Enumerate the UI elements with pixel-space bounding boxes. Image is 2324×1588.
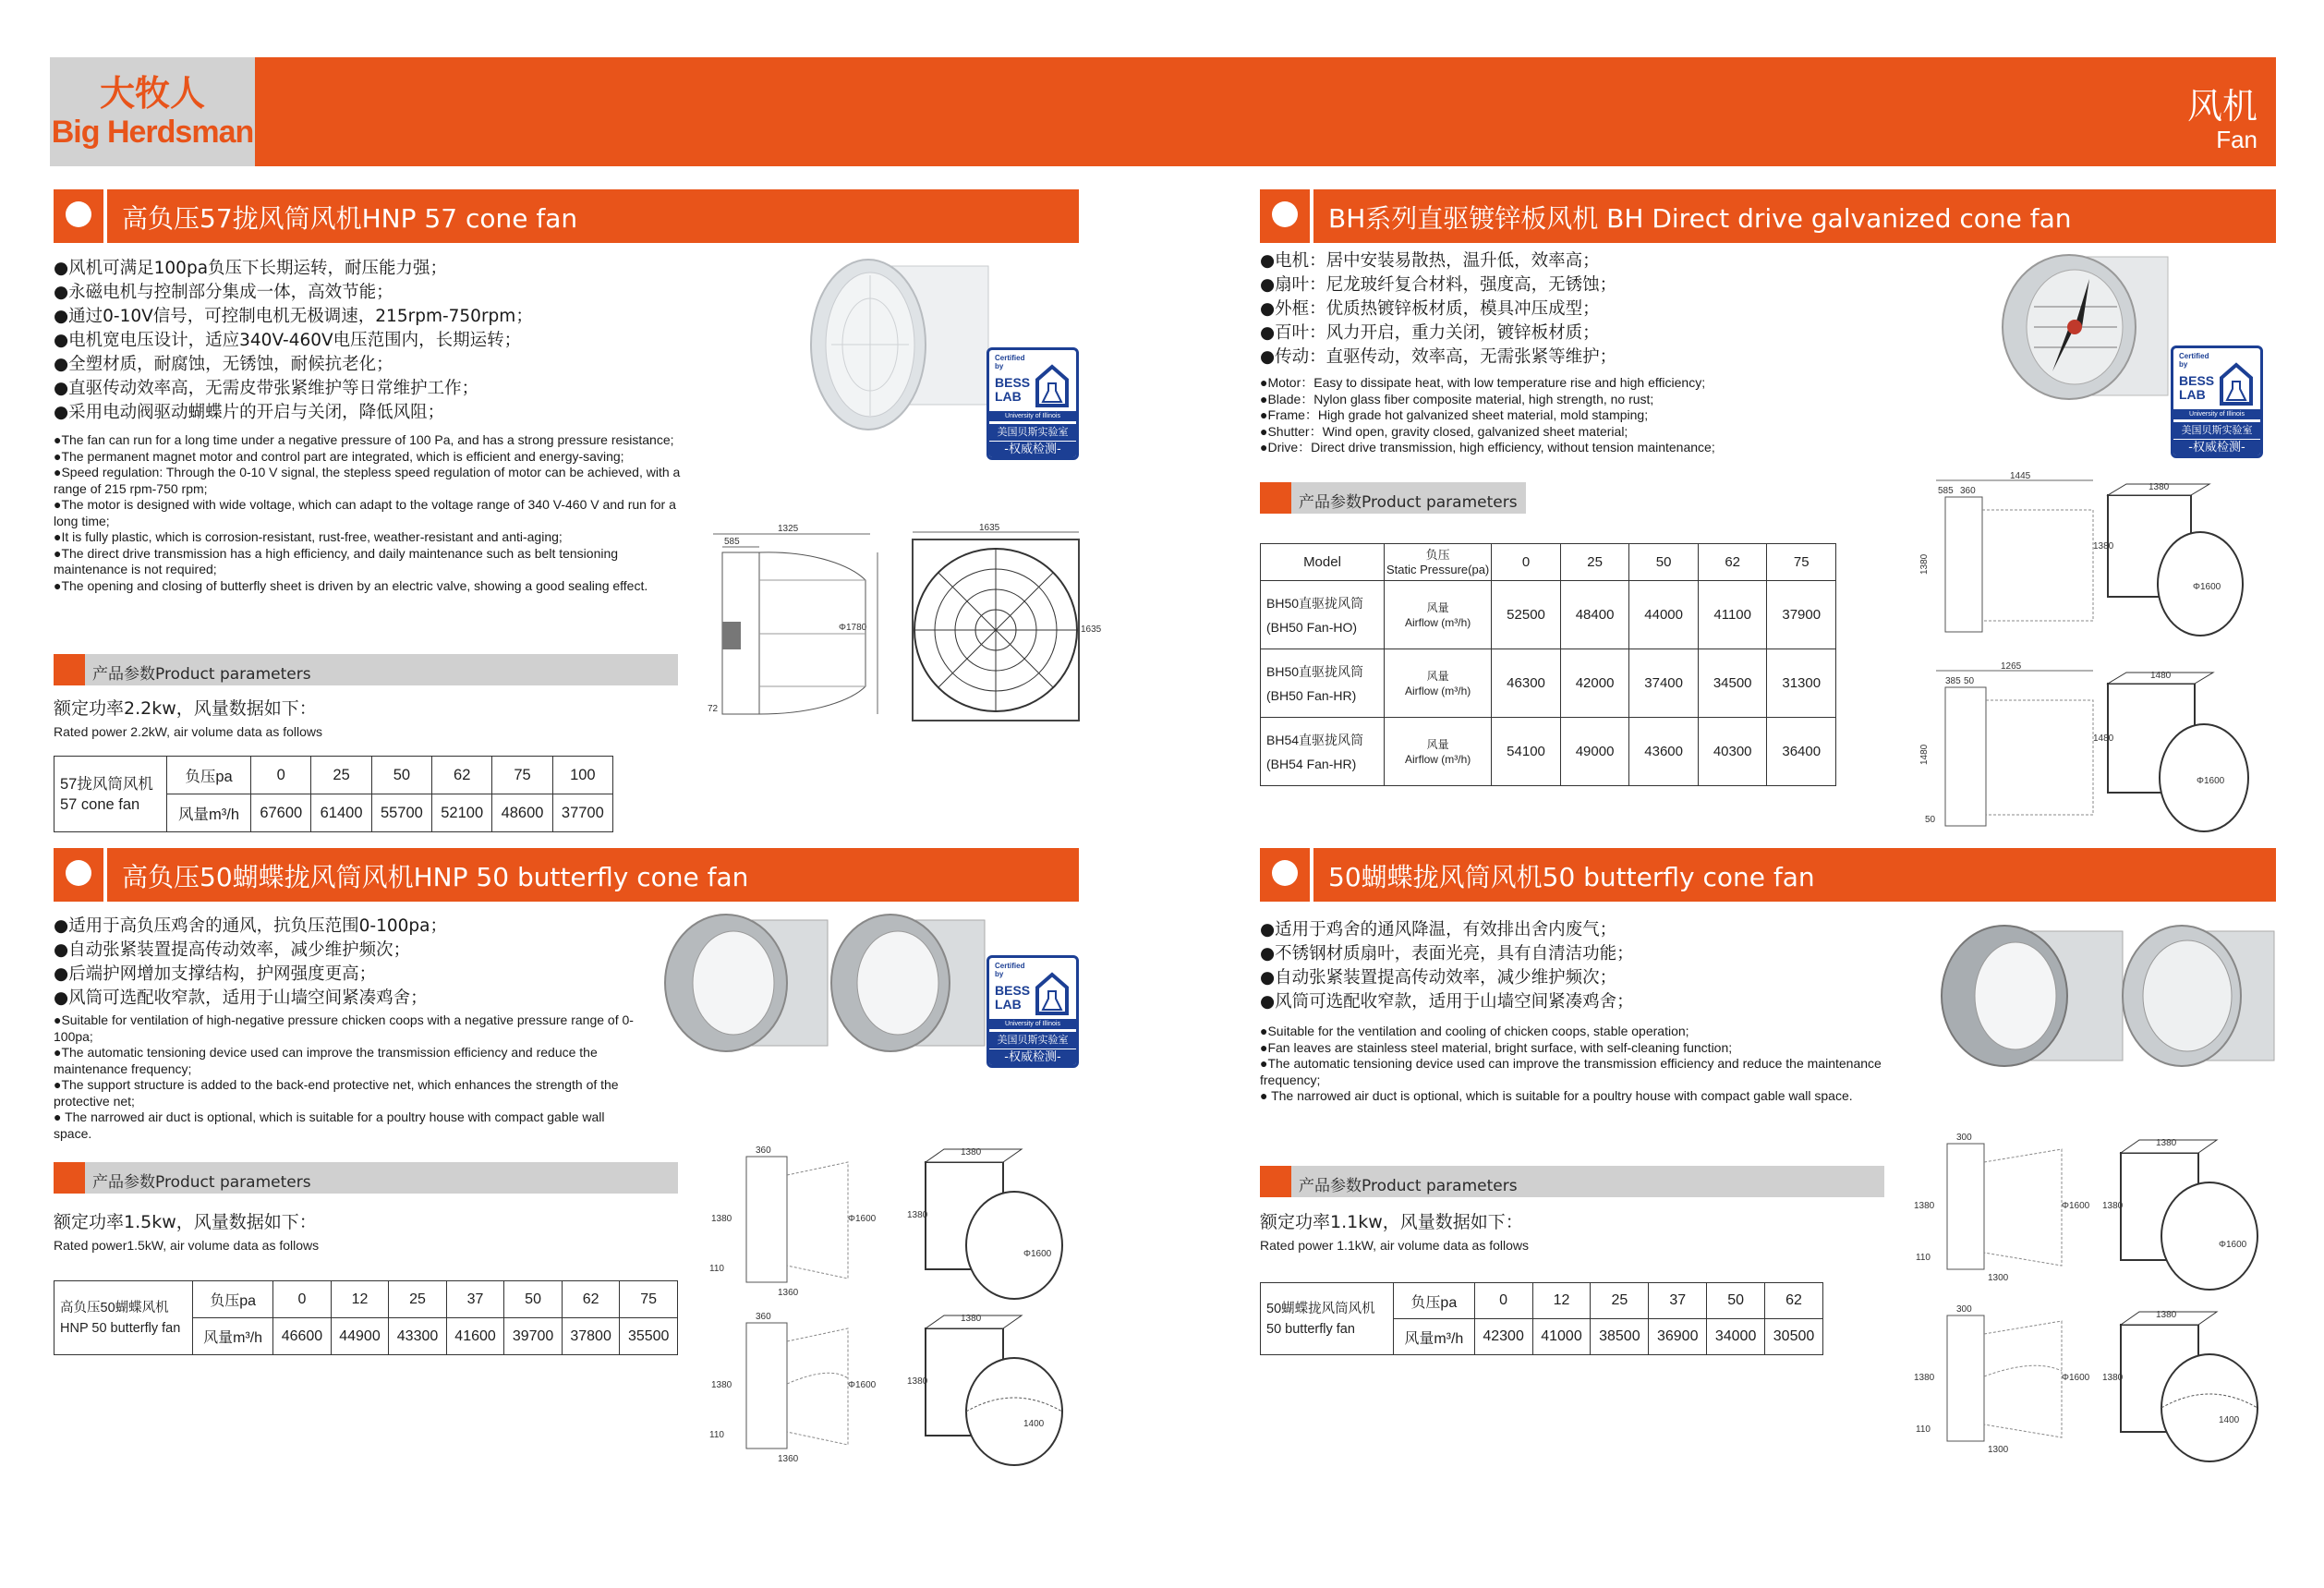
table-cell: 高负压50蝴蝶风机 HNP 50 butterfly fan <box>54 1281 193 1355</box>
svg-text:1380: 1380 <box>1914 1373 1935 1383</box>
table-cell: 42300 <box>1474 1319 1532 1355</box>
table-cell: 37400 <box>1629 649 1699 718</box>
svg-text:1380: 1380 <box>961 1314 982 1324</box>
s4-features-cn <box>1260 918 1634 1014</box>
table-cell: 50 <box>1707 1283 1765 1319</box>
table-cell: 25 <box>1560 544 1629 581</box>
bess-lab-cert-badge: Certified by BESS LAB University of Illinois 美国贝斯实验室 -权威检测- <box>986 347 1079 460</box>
hnp50-iso-drawing-b <box>907 1310 1092 1467</box>
table-cell: 30500 <box>1765 1319 1823 1355</box>
bh-fan-photo <box>1997 251 2173 408</box>
bh54-side-drawing <box>1918 663 2102 830</box>
s3-rated-power-en: Rated power1.5kW, air volume data as follows <box>54 1238 320 1253</box>
list-item: ●适用于高负压鸡舍的通风，抗负压范围0-100pa； <box>54 916 447 936</box>
list-item: ●全塑材质，耐腐蚀，无锈蚀，耐候抗老化； <box>54 355 393 374</box>
table-cell: 39700 <box>504 1318 563 1355</box>
list-item: ●The automatic tensioning device used can improve the transmission efficiency and reduce the maintenance frequency; <box>54 1045 598 1076</box>
list-item: ●Frame：High grade hot galvanized sheet material, mold stamping; <box>1260 407 1649 422</box>
s3-product-params-bar: 产品参数Product parameters <box>54 1162 678 1194</box>
svg-text:360: 360 <box>756 1146 771 1156</box>
s1-rated-power-cn: 额定功率2.2kw，风量数据如下： <box>54 698 317 719</box>
table-cell: 34500 <box>1698 649 1767 718</box>
section-50-butterfly-title-bar <box>1260 848 2276 902</box>
hnp50-side-drawing-b <box>709 1310 885 1467</box>
butterfly50-fan-photos <box>1938 922 2280 1070</box>
table-cell: 62 <box>1698 544 1767 581</box>
s2-features-en <box>1260 375 1925 456</box>
list-item: ●The permanent magnet motor and control part are integrated, which is efficient and energy-saving; <box>54 448 624 464</box>
svg-text:360: 360 <box>756 1312 771 1322</box>
s3-spec-table <box>54 1280 678 1355</box>
svg-text:1400: 1400 <box>2219 1415 2240 1425</box>
table-cell: 37 <box>446 1281 504 1318</box>
table-cell: 25 <box>1591 1283 1649 1319</box>
table-cell: 风量m³/h <box>167 794 251 832</box>
svg-text:1265: 1265 <box>2001 661 2022 672</box>
table-cell: 41600 <box>446 1318 504 1355</box>
table-cell: 54100 <box>1492 718 1561 786</box>
svg-text:1400: 1400 <box>1023 1419 1045 1429</box>
s4-features-en <box>1260 1024 1888 1105</box>
butterfly50-side-drawing-b <box>1914 1303 2089 1460</box>
list-item: ●自动张紧装置提高传动效率，减少维护频次； <box>54 940 411 960</box>
svg-text:Φ1600: Φ1600 <box>2193 582 2221 592</box>
bullet-icon <box>1272 201 1298 227</box>
svg-text:Φ1600: Φ1600 <box>2219 1240 2247 1250</box>
table-cell: 25 <box>311 757 371 794</box>
s2-product-params-bar: 产品参数Product parameters <box>1260 482 1526 514</box>
svg-text:Φ1780: Φ1780 <box>839 623 867 633</box>
svg-text:Φ1600: Φ1600 <box>2197 776 2225 786</box>
table-cell: 0 <box>251 757 311 794</box>
svg-text:110: 110 <box>1916 1253 1931 1263</box>
table-cell: 50蝴蝶拢风筒风机 50 butterfly fan <box>1261 1283 1394 1355</box>
svg-text:1380: 1380 <box>2156 1310 2177 1320</box>
s3-rated-power-cn: 额定功率1.5kw，风量数据如下： <box>54 1212 317 1232</box>
s1-rated-power-en: Rated power 2.2kW, air volume data as follows <box>54 724 323 739</box>
logo-en: Big Herdsman <box>51 115 254 150</box>
svg-text:110: 110 <box>709 1264 724 1274</box>
brand-logo <box>50 57 255 166</box>
table-cell: 50 <box>504 1281 563 1318</box>
svg-text:1380: 1380 <box>2102 1201 2124 1211</box>
table-cell: 风量m³/h <box>193 1318 273 1355</box>
butterfly50-iso-drawing-a <box>2102 1134 2287 1291</box>
list-item: ●后端护网增加支撑结构，护网强度更高； <box>54 964 377 984</box>
svg-text:110: 110 <box>709 1430 724 1440</box>
table-cell: 34000 <box>1707 1319 1765 1355</box>
table-cell: 12 <box>331 1281 389 1318</box>
section-title: BH系列直驱镀锌板风机 BH Direct drive galvanized cone fan <box>1328 203 2072 234</box>
svg-text:1380: 1380 <box>2102 1373 2124 1383</box>
table-cell: 负压 Static Pressure(pa) <box>1385 544 1492 581</box>
list-item: ●The fan can run for a long time under a negative pressure of 100 Pa, and has a strong pressure resistance; <box>54 432 674 447</box>
svg-text:1380: 1380 <box>1919 553 1930 575</box>
s2-features-cn <box>1260 249 1616 370</box>
table-cell: 48600 <box>492 794 552 832</box>
list-item: ● The narrowed air duct is optional, which is suitable for a poultry house with compact gable wall space. <box>54 1109 605 1141</box>
table-cell: 37 <box>1649 1283 1707 1319</box>
svg-text:1380: 1380 <box>2156 1138 2177 1148</box>
svg-text:Φ1600: Φ1600 <box>848 1214 877 1224</box>
section-hnp50-title-bar <box>54 848 1079 902</box>
s1-features-en <box>54 432 682 594</box>
svg-text:50: 50 <box>1925 815 1936 825</box>
table-cell: 50 <box>1629 544 1699 581</box>
s1-product-params-bar: 产品参数Product parameters <box>54 654 678 685</box>
list-item: ●The motor is designed with wide voltage, which can adapt to the voltage range of 340 V-460 V and run for a long time; <box>54 497 676 528</box>
table-cell: BH54直驱拢风筒 (BH54 Fan-HR) <box>1261 718 1385 786</box>
table-cell: 38500 <box>1591 1319 1649 1355</box>
hnp50-side-drawing-a <box>709 1144 885 1301</box>
svg-text:1480: 1480 <box>2093 733 2114 744</box>
table-cell: 50 <box>371 757 431 794</box>
list-item: ●风筒可选配收窄款，适用于山墙空间紧凑鸡舍； <box>1260 992 1634 1012</box>
svg-text:1635: 1635 <box>979 523 1000 533</box>
s4-spec-table <box>1260 1282 1823 1355</box>
svg-text:1380: 1380 <box>907 1376 928 1387</box>
svg-text:300: 300 <box>1956 1304 1972 1315</box>
hnp50-iso-drawing-a <box>907 1144 1092 1301</box>
butterfly50-iso-drawing-b <box>2102 1306 2287 1463</box>
s2-spec-table <box>1260 543 1836 786</box>
bullet-icon <box>66 860 91 886</box>
svg-text:110: 110 <box>1916 1424 1931 1435</box>
svg-text:585: 585 <box>1938 486 1954 496</box>
s4-product-params-bar: 产品参数Product parameters <box>1260 1166 1884 1197</box>
table-cell: 41000 <box>1532 1319 1591 1355</box>
list-item: ●传动：直驱传动，效率高，无需张紧等维护； <box>1260 347 1617 367</box>
table-cell: 44000 <box>1629 581 1699 649</box>
table-cell: 35500 <box>620 1318 678 1355</box>
table-cell: 0 <box>1474 1283 1532 1319</box>
table-cell: 43300 <box>389 1318 447 1355</box>
list-item: ●适用于鸡舍的通风降温，有效排出舍内废气； <box>1260 920 1617 939</box>
table-cell: 43600 <box>1629 718 1699 786</box>
table-cell: BH50直驱拢风筒 (BH50 Fan-HR) <box>1261 649 1385 718</box>
s1-spec-table <box>54 756 613 832</box>
table-cell: 37900 <box>1767 581 1836 649</box>
table-cell: 37700 <box>552 794 612 832</box>
bh54-iso-drawing <box>2089 667 2274 838</box>
table-cell: 36400 <box>1767 718 1836 786</box>
table-cell: 40300 <box>1698 718 1767 786</box>
svg-text:1480: 1480 <box>2150 671 2172 681</box>
bess-lab-cert-badge: Certified by BESS LAB University of Illinois 美国贝斯实验室 -权威检测- <box>2171 345 2263 458</box>
svg-text:1300: 1300 <box>1988 1445 2009 1455</box>
list-item: ●风机可满足100pa负压下长期运转，耐压能力强； <box>54 259 448 278</box>
svg-text:1325: 1325 <box>778 524 799 534</box>
s4-rated-power-cn: 额定功率1.1kw，风量数据如下： <box>1260 1212 1523 1232</box>
list-item: ●Speed regulation: Through the 0-10 V signal, the stepless speed regulation of motor can be achieved, with a range of 215 rpm-750 rpm; <box>54 465 681 496</box>
table-cell: 42000 <box>1560 649 1629 718</box>
table-cell: 风量 Airflow (m³/h) <box>1385 718 1492 786</box>
table-cell: 0 <box>273 1281 332 1318</box>
hnp57-side-drawing <box>704 525 889 728</box>
svg-text:360: 360 <box>1960 486 1976 496</box>
list-item: ●不锈钢材质扇叶，表面光亮，具有自清洁功能； <box>1260 944 1634 964</box>
list-item: ●The support structure is added to the back-end protective net, which enhances the strength of the protective net; <box>54 1077 619 1109</box>
svg-text:300: 300 <box>1956 1133 1972 1143</box>
section-title: 50蝴蝶拢风筒风机50 butterfly cone fan <box>1328 862 1815 892</box>
svg-text:1300: 1300 <box>1988 1273 2009 1283</box>
table-cell: 62 <box>562 1281 620 1318</box>
table-cell: 52500 <box>1492 581 1561 649</box>
butterfly50-side-drawing-a <box>1914 1131 2089 1288</box>
table-cell: 49000 <box>1560 718 1629 786</box>
svg-text:1360: 1360 <box>778 1454 799 1464</box>
table-cell: 37800 <box>562 1318 620 1355</box>
table-cell: 46600 <box>273 1318 332 1355</box>
section-title: 高负压57拢风筒风机HNP 57 cone fan <box>122 203 578 234</box>
table-cell: 负压pa <box>1394 1283 1475 1319</box>
bess-lab-cert-badge: Certified by BESS LAB University of Illinois 美国贝斯实验室 -权威检测- <box>986 955 1079 1068</box>
table-cell: 负压pa <box>167 757 251 794</box>
table-cell: 61400 <box>311 794 371 832</box>
svg-text:585: 585 <box>724 537 740 547</box>
list-item: ●Suitable for the ventilation and cooling of chicken coops, stable operation; <box>1260 1024 1689 1038</box>
table-cell: Model <box>1261 544 1385 581</box>
svg-text:Φ1600: Φ1600 <box>848 1380 877 1390</box>
table-cell: 41100 <box>1698 581 1767 649</box>
svg-text:1360: 1360 <box>778 1288 799 1298</box>
svg-text:1380: 1380 <box>2093 541 2114 552</box>
s1-name: 57拢风筒风机 57 cone fan <box>60 775 153 813</box>
list-item: ●电机宽电压设计，适应340V-460V电压范围内，长期运转； <box>54 331 522 350</box>
list-item: ●永磁电机与控制部分集成一体，高效节能； <box>54 283 393 302</box>
list-item: ●Suitable for ventilation of high-negative pressure chicken coops with a negative pressure range of 0-100pa; <box>54 1012 634 1044</box>
list-item: ●Drive：Direct drive transmission, high efficiency, without tension maintenance; <box>1260 440 1715 455</box>
svg-text:385: 385 <box>1945 676 1961 686</box>
table-cell: 46300 <box>1492 649 1561 718</box>
page-title-en: Fan <box>2216 126 2257 153</box>
svg-text:50: 50 <box>1964 676 1975 686</box>
table-cell: 风量 Airflow (m³/h) <box>1385 649 1492 718</box>
table-cell: 31300 <box>1767 649 1836 718</box>
table-cell: BH50直驱拢风筒 (BH50 Fan-HO) <box>1261 581 1385 649</box>
table-cell: 48400 <box>1560 581 1629 649</box>
list-item: ●Motor：Easy to dissipate heat, with low temperature rise and high efficiency; <box>1260 375 1706 390</box>
table-cell: 风量m³/h <box>1394 1319 1475 1355</box>
table-cell: 25 <box>389 1281 447 1318</box>
list-item: ●The automatic tensioning device used can improve the transmission efficiency and reduce the maintenance frequency; <box>1260 1056 1882 1087</box>
section-bh-title-bar <box>1260 189 2276 243</box>
list-item: ●Shutter：Wind open, gravity closed, galvanized sheet material; <box>1260 423 1628 439</box>
table-cell: 负压pa <box>193 1281 273 1318</box>
list-item: ●电机：居中安装易散热，温升低，效率高； <box>1260 251 1600 271</box>
table-cell: 12 <box>1532 1283 1591 1319</box>
table-cell: 62 <box>1765 1283 1823 1319</box>
bullet-icon <box>66 201 91 227</box>
table-cell: 75 <box>620 1281 678 1318</box>
hnp57-front-drawing <box>903 523 1102 730</box>
list-item: ●The opening and closing of butterfly sheet is driven by an electric valve, showing a good sealing effect. <box>54 577 648 593</box>
svg-text:1380: 1380 <box>2148 482 2170 492</box>
hnp57-fan-photo <box>804 257 998 451</box>
table-cell <box>54 757 167 832</box>
svg-text:1635: 1635 <box>1081 624 1102 635</box>
header-bar <box>50 57 2276 166</box>
table-cell: 44900 <box>331 1318 389 1355</box>
house-flask-icon <box>1034 971 1071 1015</box>
svg-text:Φ1600: Φ1600 <box>2062 1373 2090 1383</box>
table-cell: 52100 <box>432 794 492 832</box>
table-cell: 67600 <box>251 794 311 832</box>
table-cell: 55700 <box>371 794 431 832</box>
list-item: ●It is fully plastic, which is corrosion-resistant, rust-free, weather-resistant and anti-aging; <box>54 529 563 544</box>
list-item: ● The narrowed air duct is optional, which is suitable for a poultry house with compact gable wall space. <box>1260 1088 1853 1103</box>
s1-features-cn <box>54 257 533 425</box>
svg-text:72: 72 <box>708 704 719 714</box>
bh50-side-drawing <box>1918 473 2102 639</box>
house-flask-icon <box>2218 361 2255 406</box>
table-cell: 75 <box>1767 544 1836 581</box>
table-cell: 36900 <box>1649 1319 1707 1355</box>
list-item: ●风筒可选配收窄款，适用于山墙空间紧凑鸡舍； <box>54 988 428 1008</box>
list-item: ●直驱传动效率高，无需皮带张紧维护等日常维护工作； <box>54 379 479 398</box>
svg-text:1380: 1380 <box>1914 1201 1935 1211</box>
svg-text:Φ1600: Φ1600 <box>2062 1201 2090 1211</box>
svg-text:1445: 1445 <box>2010 471 2031 481</box>
list-item: ●The direct drive transmission has a high efficiency, and daily maintenance such as belt tensioning maintenance is not required; <box>54 545 619 576</box>
section-title: 高负压50蝴蝶拢风筒风机HNP 50 butterfly cone fan <box>122 862 749 892</box>
svg-text:Φ1600: Φ1600 <box>1023 1249 1052 1259</box>
table-cell: 75 <box>492 757 552 794</box>
list-item: ●通过0-10V信号，可控制电机无极调速，215rpm-750rpm； <box>54 307 533 326</box>
svg-text:1380: 1380 <box>907 1210 928 1220</box>
section-hnp57-title-bar <box>54 189 1079 243</box>
s3-features-cn <box>54 915 447 1011</box>
hnp50-fan-photos <box>661 913 994 1051</box>
list-item: ●采用电动阀驱动蝴蝶片的开启与关闭，降低风阻； <box>54 403 445 422</box>
page-title-cn: 风机 <box>2186 86 2257 127</box>
svg-text:1380: 1380 <box>961 1147 982 1158</box>
list-item: ●外框：优质热镀锌板材质，模具冲压成型； <box>1260 299 1600 319</box>
list-item: ●自动张紧装置提高传动效率，减少维护频次； <box>1260 968 1617 988</box>
table-cell: 62 <box>432 757 492 794</box>
house-flask-icon <box>1034 363 1071 407</box>
table-cell: 100 <box>552 757 612 794</box>
table-cell: 风量 Airflow (m³/h) <box>1385 581 1492 649</box>
svg-text:1380: 1380 <box>711 1214 732 1224</box>
s3-features-en <box>54 1012 645 1142</box>
svg-text:1380: 1380 <box>711 1380 732 1390</box>
bh50-iso-drawing <box>2089 480 2274 642</box>
bullet-icon <box>1272 860 1298 886</box>
list-item: ●Blade：Nylon glass fiber composite material, high strength, no rust; <box>1260 391 1654 406</box>
logo-cn: 大牧人 <box>99 73 205 114</box>
list-item: ●百叶：风力开启，重力关闭，镀锌板材质； <box>1260 323 1600 343</box>
s4-rated-power-en: Rated power 1.1kW, air volume data as follows <box>1260 1238 1530 1253</box>
list-item: ●扇叶：尼龙玻纤复合材料，强度高，无锈蚀； <box>1260 275 1617 295</box>
svg-text:1480: 1480 <box>1919 744 1930 765</box>
table-cell: 0 <box>1492 544 1561 581</box>
list-item: ●Fan leaves are stainless steel material, bright surface, with self-cleaning function; <box>1260 1039 1733 1055</box>
